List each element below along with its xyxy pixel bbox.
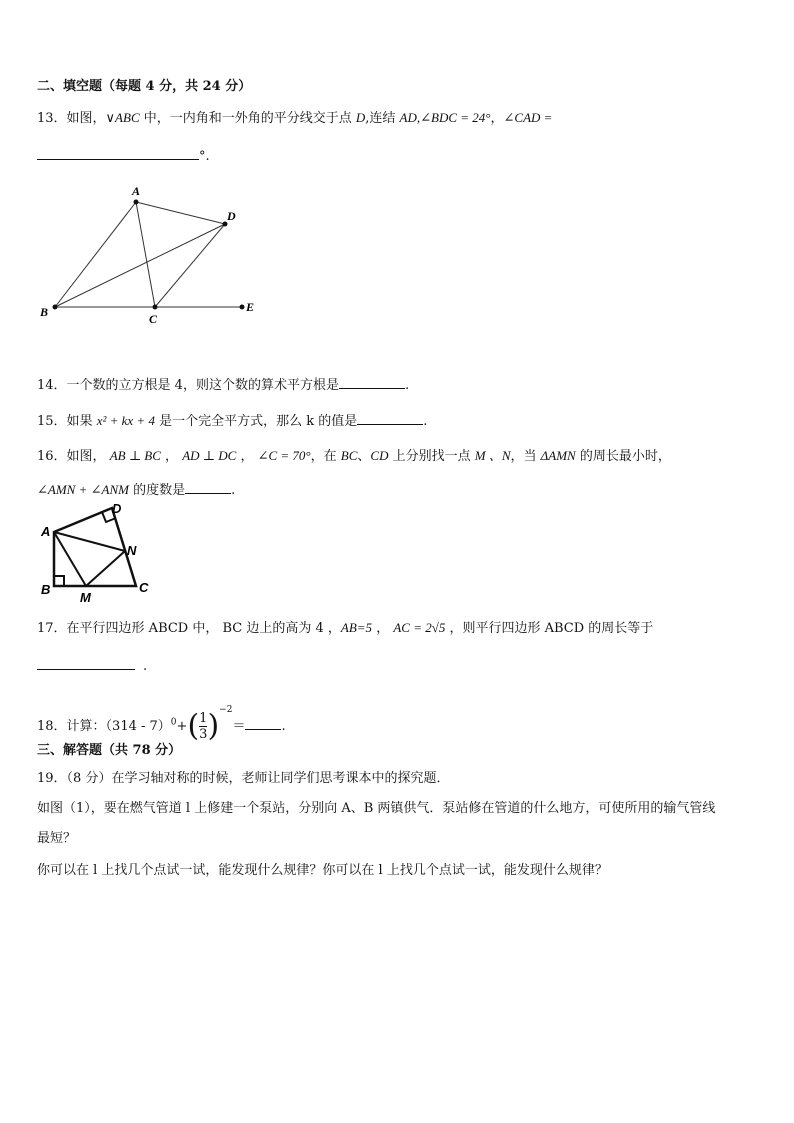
q16-end: . [231,483,236,498]
label-c: C [139,580,149,595]
q16-triangle: ΔAMN [540,448,576,463]
label-n: N [127,543,137,558]
label-d: D [227,209,236,223]
q18-plus: + [176,719,188,734]
q18-exponent: −2 [219,705,233,715]
question-16 [37,447,671,466]
q16-pre: 16．如图， [37,449,110,464]
label-a: A [132,184,141,198]
q15-answer-blank[interactable] [357,410,423,425]
q15-pre: 15．如果 [37,414,97,429]
q18-end: . [281,719,286,734]
q18-pre: 18．计算：（314 - 7） [37,719,171,734]
q18-equals: ＝ [232,719,246,734]
label-d: D [112,501,122,516]
q19-line-1: 19．（8 分）在学习轴对称的时候，老师让同学们思考课本中的探究题． [37,771,450,786]
q13-figure [34,180,274,325]
point-e [240,305,245,310]
q17-ac: AC = 2√5 [393,620,446,635]
label-m: M [80,590,91,605]
q19-line-2: 如图（1），要在燃气管道 l 上修建一个泵站，分别向 A、B 两镇供气．泵站修在管道的什么地方，可使所用的输气管线 [37,801,716,816]
q14-text: 14．一个数的立方根是 4，则这个数的算术平方根是 [37,378,339,393]
line-mn [86,551,125,586]
question-13 [37,109,552,128]
q16-angle-sum: ∠AMN + ∠ANM [37,482,129,497]
q16-sep-2: ， [236,449,258,464]
label-c: C [149,312,158,325]
q13-end: °. [199,149,210,164]
line-ba [55,202,136,307]
left-paren-icon: ( [187,708,200,744]
label-b: B [40,305,49,319]
q16-sep-3: ，在 [310,449,341,464]
q16-sep-6: ，当 [510,449,541,464]
q13-intro: 13．如图， [37,111,106,126]
q16-cond-3: ∠C = 70° [257,448,311,463]
q17-pre: 17．在平行四边形 ABCD 中， BC 边上的高为 4 ， [37,621,341,636]
section-3-title: 三、解答题（共 78 分） [37,743,182,758]
quadrilateral-abcd [54,508,136,586]
q17-answer-line [37,655,147,676]
q17-end: . [143,659,148,674]
q19-line-4: 你可以在 l 上找几个点试一试，能发现什么规律？你可以在 l 上找几个点试一试，能发现什么规律？ [37,863,608,878]
section-2-title: 二、填空题（每题 4 分，共 24 分） [37,79,252,94]
q16-sep-7: 的周长最小时， [575,449,671,464]
q15-post: 是一个完全平方式，那么 k 的值是 [154,414,358,429]
q13-point-d: D [355,110,366,125]
q13-answer-blank[interactable] [37,145,199,160]
line-bd [55,224,225,307]
right-angle-b [54,576,64,586]
q13-triangle: ∨ABC [105,110,140,125]
q16-cond-2: AD ⊥ DC [182,448,237,463]
q14-answer-blank[interactable] [339,374,405,389]
q16-bc: BC [340,448,358,463]
q16-mn: M 、N [474,448,511,463]
q16-figure [36,500,164,606]
label-a: A [41,524,51,539]
line-ac [136,202,155,307]
q13-comma: ， [490,111,504,126]
q16-sep-1: ， [160,449,183,464]
q13-answer-line [37,145,210,166]
q16-ask: 的度数是 [128,483,186,498]
question-18 [37,690,286,744]
point-b [53,305,58,310]
q13-given: AD,∠BDC = 24° [399,110,491,125]
label-b: B [41,582,51,597]
q16-cond-1: AB ⊥ BC [109,448,161,463]
q15-end: . [423,414,428,429]
q18-denominator: 3 [199,727,208,742]
q13-text: 中，一内角和一外角的平分线交于点 [139,111,356,126]
q19-line-3: 最短？ [37,831,77,846]
q17-answer-blank[interactable] [37,655,135,670]
q13-ask: ∠CAD = [503,110,553,125]
label-e: E [246,300,255,314]
q16-sep-5: 上分别找一点 [388,449,475,464]
q18-numerator: 1 [199,711,208,726]
q18-zero-exponent: 0 [170,717,177,728]
right-paren-icon: ) [207,708,220,744]
line-cd [155,224,225,307]
q15-expression: x² + kx + 4 [96,413,155,428]
q16-sep-4: 、 [357,449,371,464]
question-16-line-2 [37,479,235,500]
q18-answer-blank[interactable] [245,715,281,730]
q17-ab: AB=5 [340,620,373,635]
point-c [153,305,158,310]
q17-post: ，则平行四边形 ABCD 的周长等于 [445,621,654,636]
point-a [134,200,139,205]
question-15 [37,410,427,431]
q17-sep: ， [372,621,394,636]
q14-end: . [404,378,410,393]
q13-text-2: ,连结 [365,111,400,126]
q18-fraction [199,711,207,742]
question-17 [37,619,653,638]
q16-cd: CD [370,448,389,463]
question-14 [37,374,409,395]
line-ad [136,202,225,224]
q16-answer-blank[interactable] [185,479,231,494]
